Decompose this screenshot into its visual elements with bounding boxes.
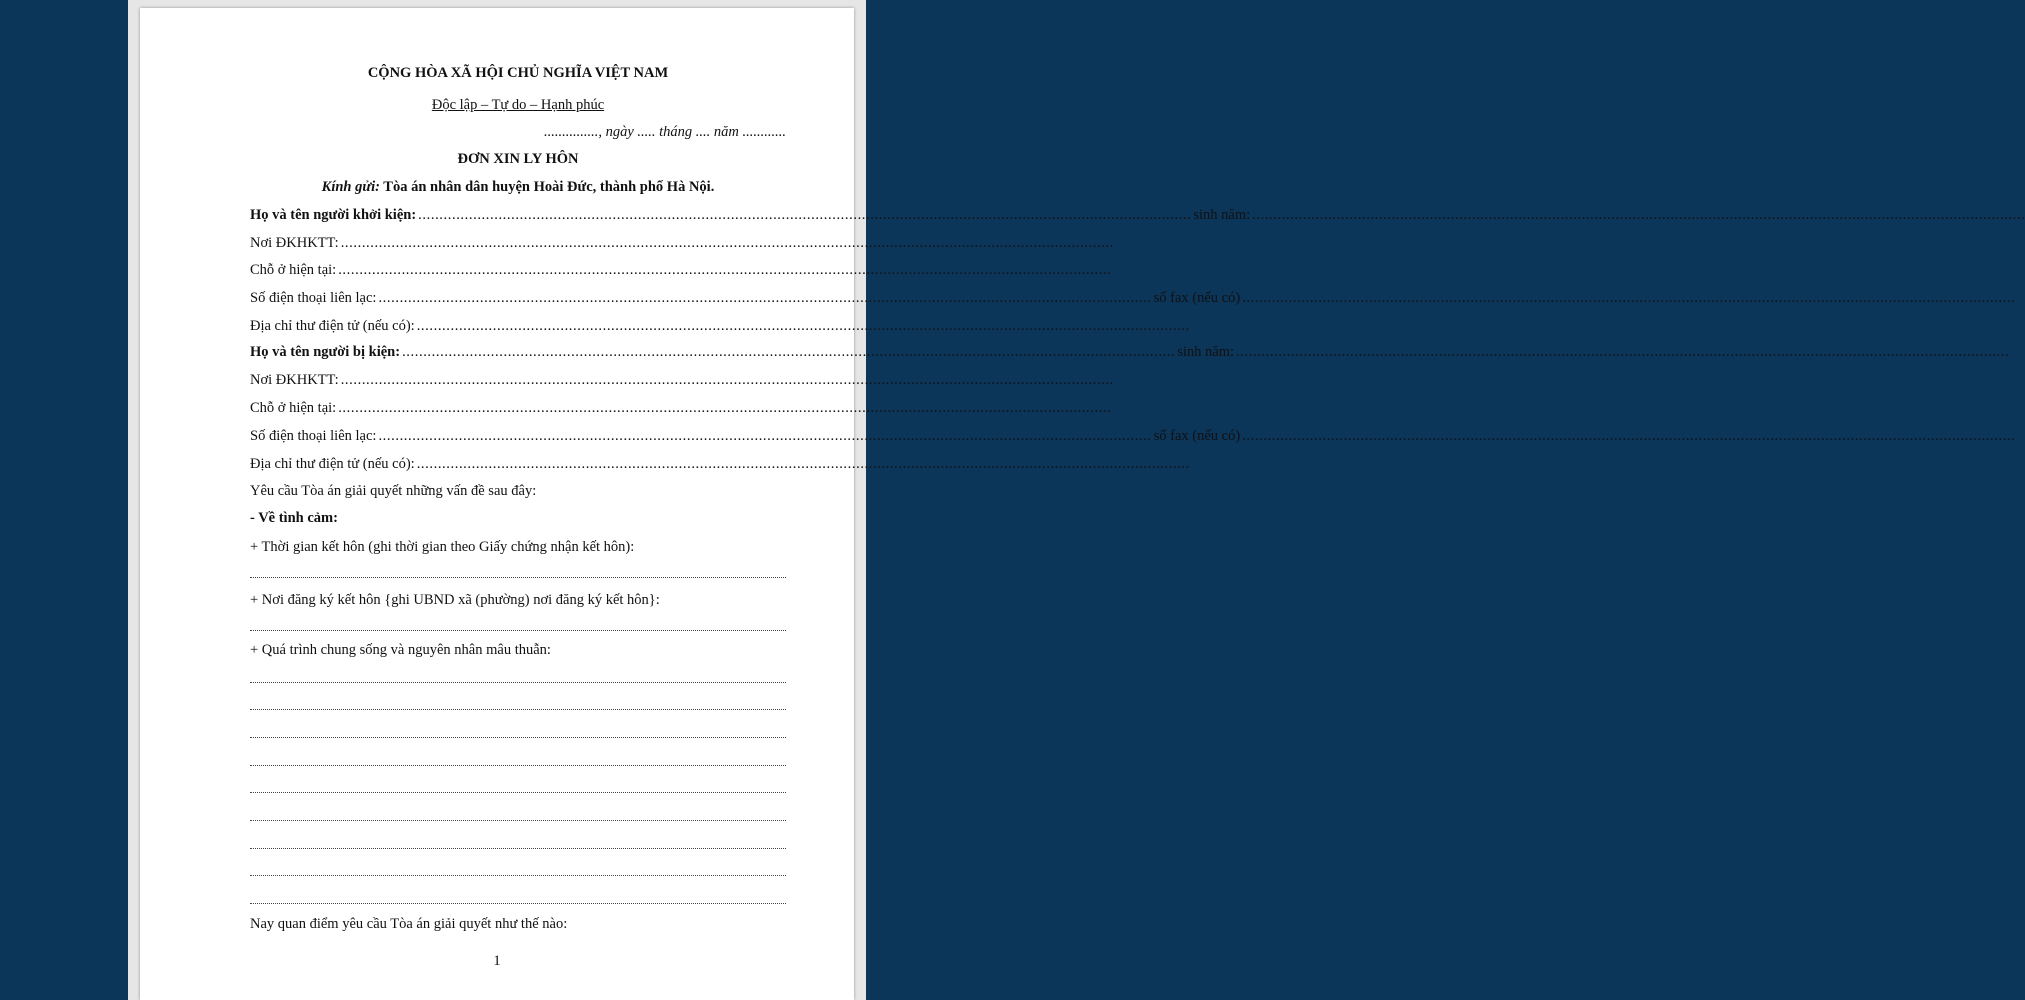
plaintiff-fax-label: số fax (nếu có): [1153, 290, 1241, 306]
defendant-current-label: Chỗ ở hiện tại:: [250, 400, 337, 416]
defendant-phone-field[interactable]: .......................................................................................................................................................................................: [378, 428, 1152, 444]
requests-intro: Yêu cầu Tòa án giải quyết những vấn đề sau đây:: [250, 483, 537, 499]
defendant-fax-field[interactable]: .......................................................................................................................................................................................: [1242, 428, 2016, 444]
emotion-heading: - Về tình cảm:: [250, 510, 338, 526]
plaintiff-email-field[interactable]: .......................................................................................................................................................................................: [416, 318, 1190, 334]
defendant-birth-field[interactable]: .......................................................................................................................................................................................: [1236, 344, 2010, 360]
plaintiff-current-row: [250, 261, 1112, 279]
defendant-email-field[interactable]: .......................................................................................................................................................................................: [416, 456, 1190, 472]
plaintiff-fax-field[interactable]: .......................................................................................................................................................................................: [1242, 290, 2016, 306]
plaintiff-current-field[interactable]: .......................................................................................................................................................................................: [338, 262, 1112, 278]
plaintiff-name-row: [250, 206, 2025, 224]
page-number: 1: [493, 953, 501, 969]
marriage-place-label: + Nơi đăng ký kết hôn {ghi UBND xã (phường) nơi đăng ký kết hôn}:: [250, 592, 660, 608]
recipient-label: Kính gửi:: [321, 179, 380, 195]
date-line: ..............., ngày ..... tháng .... năm ............: [543, 124, 786, 140]
plaintiff-residence-field[interactable]: .......................................................................................................................................................................................: [340, 235, 1114, 251]
cohabitation-field-line[interactable]: [250, 803, 786, 821]
defendant-residence-row: [250, 371, 1114, 389]
plaintiff-current-label: Chỗ ở hiện tại:: [250, 262, 337, 278]
defendant-email-label: Địa chỉ thư điện tử (nếu có):: [250, 456, 415, 472]
motto-wrap: [250, 96, 786, 114]
plaintiff-email-label: Địa chỉ thư điện tử (nếu có):: [250, 318, 415, 334]
cohabitation-field-line[interactable]: [250, 858, 786, 876]
defendant-birth-label: sinh năm:: [1177, 344, 1235, 360]
plaintiff-residence-row: [250, 234, 1114, 252]
cohabitation-field-line[interactable]: [250, 748, 786, 766]
defendant-email-row: [250, 455, 1190, 473]
plaintiff-email-row: [250, 317, 1190, 335]
plaintiff-residence-label: Nơi ĐKHKTT:: [250, 235, 339, 251]
defendant-name-field[interactable]: .......................................................................................................................................................................................: [402, 344, 1176, 360]
cohabitation-field-line[interactable]: [250, 720, 786, 738]
defendant-name-label: Họ và tên người bị kiện:: [250, 344, 401, 360]
plaintiff-phone-field[interactable]: .......................................................................................................................................................................................: [378, 290, 1152, 306]
viewpoint-label: Nay quan điểm yêu cầu Tòa án giải quyết như thế nào:: [250, 916, 568, 932]
defendant-residence-label: Nơi ĐKHKTT:: [250, 372, 339, 388]
recipient-value: Tòa án nhân dân huyện Hoài Đức, thành phố Hà Nội.: [379, 179, 715, 195]
cohabitation-field-line[interactable]: [250, 692, 786, 710]
defendant-name-row: [250, 343, 2010, 361]
country-header: CỘNG HÒA XÃ HỘI CHỦ NGHĨA VIỆT NAM: [367, 65, 669, 81]
defendant-phone-row: [250, 427, 2016, 445]
plaintiff-birth-field[interactable]: .......................................................................................................................................................................................: [1252, 207, 2025, 223]
marriage-time-label: + Thời gian kết hôn (ghi thời gian theo Giấy chứng nhận kết hôn):: [250, 539, 635, 555]
cohabitation-label: + Quá trình chung sống và nguyên nhân mâu thuẫn:: [250, 642, 551, 658]
plaintiff-phone-row: [250, 289, 2016, 307]
cohabitation-field-line[interactable]: [250, 831, 786, 849]
document-title: ĐƠN XIN LY HÔN: [457, 151, 579, 167]
marriage-place-field[interactable]: [250, 613, 786, 631]
cohabitation-field-line[interactable]: [250, 775, 786, 793]
marriage-time-field[interactable]: [250, 560, 786, 578]
plaintiff-phone-label: Số điện thoại liên lạc:: [250, 290, 377, 306]
plaintiff-name-field[interactable]: .......................................................................................................................................................................................: [418, 207, 1192, 223]
plaintiff-birth-label: sinh năm:: [1193, 207, 1251, 223]
defendant-residence-field[interactable]: .......................................................................................................................................................................................: [340, 372, 1114, 388]
document-page: [140, 8, 2025, 1000]
plaintiff-name-label: Họ và tên người khởi kiện:: [250, 207, 417, 223]
cohabitation-field-line[interactable]: [250, 665, 786, 683]
defendant-current-row: [250, 399, 1112, 417]
motto: Độc lập – Tự do – Hạnh phúc: [431, 97, 605, 113]
defendant-phone-label: Số điện thoại liên lạc:: [250, 428, 377, 444]
defendant-current-field[interactable]: .......................................................................................................................................................................................: [338, 400, 1112, 416]
recipient-line: [250, 178, 786, 196]
cohabitation-field-line[interactable]: [250, 886, 786, 904]
defendant-fax-label: số fax (nếu có): [1153, 428, 1241, 444]
